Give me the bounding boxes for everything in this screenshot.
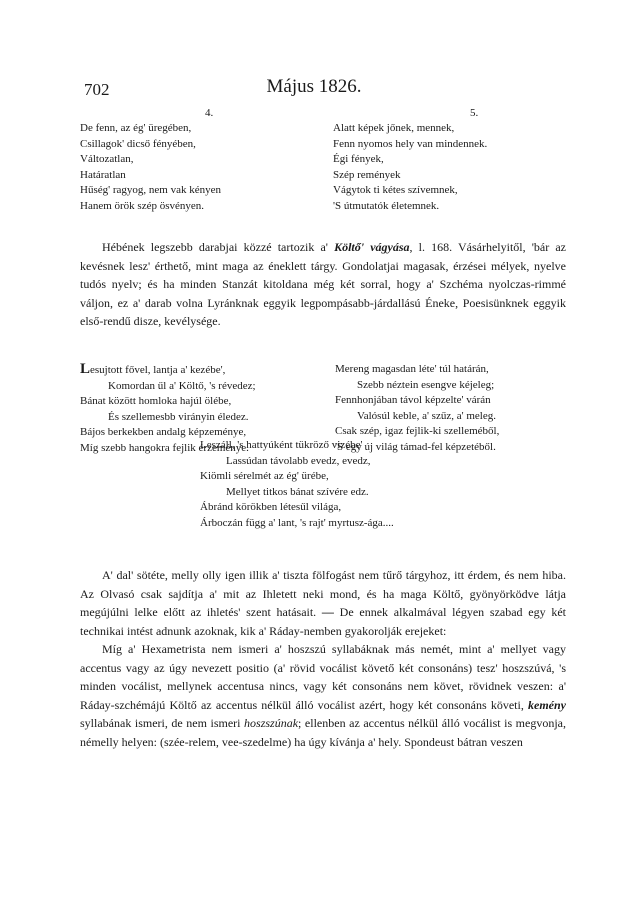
verse-line: Lassúdan távolabb evedz, evedz, [226, 454, 371, 467]
running-title: Május 1826. [266, 76, 362, 97]
verse-line: Hűség' ragyog, nem vak kényen [80, 184, 221, 196]
verse-line: De fenn, az ég' üregében, [80, 122, 192, 134]
verse-line: És szellemesbb virányin éledez. [108, 410, 249, 423]
poem-title: Költő' vágyása [334, 240, 410, 254]
verse-line: Csillagok' dicső fényében, [80, 137, 196, 150]
paragraph-text: De ennek alkalmával légyen szabad egy két technikai intést adnunk azoknak, kik a' Ráday-nemben gyakorolják erejeket: [80, 605, 567, 638]
verse-line: Bánat között homloka hajúl ölébe, [80, 395, 232, 407]
verse-text: esujtott fővel, lantja a' kezébe', [90, 364, 226, 376]
paragraph-text: syllabának ismeri, de nem ismeri [80, 716, 245, 730]
verse-line: Bájos berkekben andalg képzeménye, [80, 426, 247, 438]
paragraph-text: Míg a' Hexametrista nem ismeri a' hoszszú syllabáknak más nemét, mint a' mellyet vagy accentus vagy az úgy nevezett positio (a' rövid vocálist követő két consonáns) tesz' hoszszúvá, 's minden vocálist, mellynek accentusa nincs, vagy két consonáns nem követ, rövidnek veszen: a' Ráday-szchémájú Költő az accentus nélkül álló vocálist azért, hogy két consonáns követi, [80, 642, 566, 712]
prose-paragraph-1 [80, 238, 566, 331]
poem-top-section [0, 107, 628, 217]
verse-line: Vágytok ti kétes szívemnek, [333, 184, 458, 196]
verse-line: Fennhonjában távol képzelte' várán [335, 394, 491, 406]
emphasis: kemény [528, 697, 566, 712]
verse-line: Kiömli sérelmét az ég' ürébe, [200, 470, 329, 482]
verse-line: Szép remények [333, 168, 401, 181]
paragraph [80, 640, 566, 751]
drop-cap: L [80, 361, 91, 377]
verse-line: Ábránd körökben létesűl világa, [200, 501, 342, 513]
verse-line: Változatlan, [80, 153, 134, 165]
paragraph [80, 566, 566, 640]
paragraph-text: ; ellenben az accentus nélkül álló vocálist is megvonja, némelly helyen: (szée-relem, vee-szedelme) ha úgy kívánja a' hely. Spondeust bátran veszen [80, 716, 566, 749]
page-header [0, 72, 628, 102]
stanza-number-left: 4. [205, 107, 214, 119]
prose-paragraph-2 [80, 566, 566, 751]
paragraph-text: Hébének legszebb darabjai közzé tartozik a' [102, 240, 335, 254]
verse-line: Míg szebb hangokra fejlik érzeménye. [80, 441, 249, 454]
stanza-number-right: 5. [470, 107, 479, 119]
verse-line: Mellyet titkos bánat szívére edz. [226, 485, 369, 498]
verse-line: Leszáll, 's hattyúként tükröző vizébe' [200, 439, 363, 451]
em-dash: — [316, 605, 340, 619]
stanza-coda [0, 438, 628, 531]
paragraph-text: , l. 168. Vásárhelyitől, 'bár az kevésnek lesz' érthető, mint maga az éneklett tárgy. Gondolatjai magasak, érzései mélyek, nyelve tudós nyelv; és ha minden Stanzát kitoldana még két sorral, hogy a' Szchéma nyolczas-rimmé váljon, ez a' darab volna Lyránknak eggyik legpompásabb-járdallású Éneke, Poesisünknek eggyik első-rendű disze, kevélysége. [80, 240, 567, 328]
verse-line: Fenn nyomos hely van mindennek. [333, 137, 488, 150]
stanza-right [333, 121, 563, 214]
verse-line: 'S útmutatók életemnek. [333, 199, 440, 212]
verse-line: Valósúl keble, a' szűz, a' meleg. [357, 409, 496, 422]
poem-mid-section [0, 362, 628, 552]
verse-line: Mereng magasdan léte' túl határán, [335, 363, 489, 375]
verse-line: Szebb néztein esengve kéjeleg; [357, 378, 495, 391]
verse-line: Határatlan [80, 168, 126, 181]
verse-line: Égi fények, [333, 153, 384, 165]
paragraph [80, 238, 566, 331]
verse-line [80, 362, 335, 379]
verse-line: 'S egy új világ támad-fel képzetéből. [335, 440, 496, 453]
verse-line: Hanem örök szép ösvényen. [80, 199, 205, 212]
verse-line: Csak szép, igaz fejlik-ki szelleméből, [335, 425, 500, 437]
emphasis: hoszszúnak [244, 716, 299, 730]
paragraph-text: A' dal' sötéte, melly olly igen illik a' tiszta fölfogást nem tűrő tárgyhoz, itt érdem, és nem hiba. Az Olvasó csak sajdítja a' mit az Ihletett neki mond, és ha maga Költő, gyönyörködve látja megújúlni lelke előtt az ihletés' szent hatásait. [80, 568, 566, 619]
page-number: 702 [84, 80, 110, 99]
verse-line: Komordan űl a' Költő, 's révedez; [108, 379, 256, 392]
stanza-left [80, 121, 310, 214]
verse-line: Árboczán függ a' lant, 's rajt' myrtusz-ága.... [200, 516, 394, 529]
verse-line: Alatt képek jőnek, mennek, [333, 122, 455, 134]
